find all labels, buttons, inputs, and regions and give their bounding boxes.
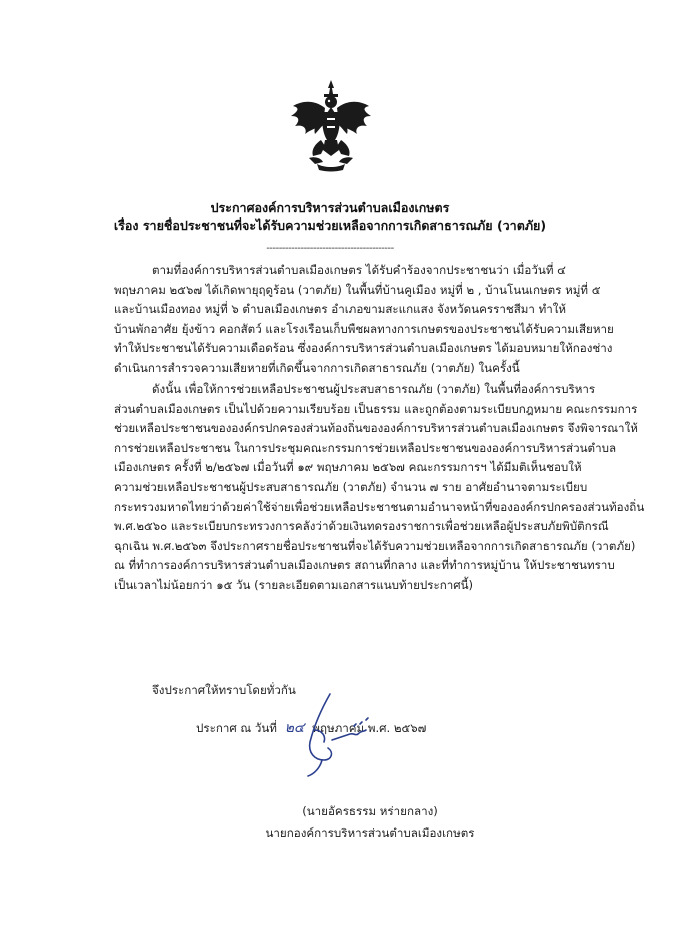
paragraph-line: และบ้านเมืองทอง หมู่ที่ ๖ ตำบลเมืองเกษตร อำเภอขามสะแกแสง จังหวัดนครราชสีมา ทำให้	[114, 302, 567, 317]
paragraph-line: ณ ที่ทำการองค์การบริหารส่วนตำบลเมืองเกษตร สถานที่กลาง และที่ทำการหมู่บ้าน ให้ประชาชนทราบ	[114, 558, 615, 573]
paragraph-line: กระทรวงมหาดไทยว่าด้วยค่าใช้จ่ายเพื่อช่วยเหลือประชาชนตามอำนาจหน้าที่ขององค์กรปกครองส่วนท้องถิ่น	[114, 499, 645, 514]
paragraph-line: ความช่วยเหลือประชาชนผู้ประสบสาธารณภัย (วาตภัย) จำนวน ๗ ราย อาศัยอำนาจตามระเบียบ	[114, 479, 588, 494]
signer-name: (นายอัครธรรม หร่ายกลาง)	[302, 804, 438, 818]
paragraph-line: พฤษภาคม ๒๕๖๗ ได้เกิดพายุฤดูร้อน (วาตภัย) ในพื้นที่บ้านคูเมือง หมู่ที่ ๒ , บ้านโนนเกษตร หมู่ที่ ๕	[114, 282, 601, 297]
paragraph-line: ดำเนินการสำรวจความเสียหายที่เกิดขึ้นจากการเกิดสาธารณภัย (วาตภัย) ในครั้งนี้	[114, 360, 520, 375]
paragraph-line: บ้านพักอาศัย ยุ้งข้าว คอกสัตว์ และโรงเรือนเก็บพืชผลทางการเกษตรของประชาชนได้รับความเสียหาย	[114, 321, 614, 336]
paragraph-line: ส่วนตำบลเมืองเกษตร เป็นไปด้วยความเรียบร้อย เป็นธรรม และถูกต้องตามระเบียบกฎหมาย คณะกรรมการ	[114, 401, 638, 416]
date-day-handwritten: ๒๔	[284, 720, 305, 736]
paragraph-line: ทำให้ประชาชนได้รับความเดือดร้อน ซึ่งองค์การบริหารส่วนตำบลเมืองเกษตร ได้มอบหมายให้กองช่าง	[114, 341, 613, 356]
signer-position: นายกองค์การบริหารส่วนตำบลเมืองเกษตร	[265, 826, 475, 840]
paragraph-line: เมืองเกษตร ครั้งที่ ๒/๒๕๖๗ เมื่อวันที่ ๑๙ พฤษภาคม ๒๕๖๗ คณะกรรมการฯ ได้มีมติเห็นชอบให้	[114, 460, 582, 475]
paragraph-line: การช่วยเหลือประชาชน ในการประชุมคณะกรรมการช่วยเหลือประชาชนขององค์การบริหารส่วนตำบล	[114, 440, 617, 455]
paragraph-line: เป็นเวลาไม่น้อยกว่า ๑๕ วัน (รายละเอียดตามเอกสารแนบท้ายประกาศนี้)	[114, 577, 474, 592]
paragraph-line: พ.ศ.๒๕๖๐ และระเบียบกระทรวงการคลังว่าด้วยเงินทดรองราชการเพื่อช่วยเหลือผู้ประสบภัยพิบัติกรณี	[114, 519, 609, 534]
paragraph-background	[114, 261, 614, 379]
paragraph-decision	[114, 380, 645, 596]
paragraph-line: ช่วยเหลือประชาชนขององค์กรปกครองส่วนท้องถิ่นขององค์การบริหารส่วนตำบลเมืองเกษตร จึงพิจารณาให้	[114, 421, 638, 436]
date-prefix: ประกาศ ณ วันที่	[196, 721, 277, 735]
announcement-subject: เรื่อง รายชื่อประชาชนที่จะได้รับความช่วยเหลือจากการเกิดสาธารณภัย (วาตภัย)	[113, 218, 547, 233]
closing-statement: จึงประกาศให้ทราบโดยทั่วกัน	[152, 683, 296, 697]
paragraph-line: ดังนั้น เพื่อให้การช่วยเหลือประชาชนผู้ประสบสาธารณภัย (วาตภัย) ในพื้นที่องค์การบริหาร	[152, 382, 596, 396]
paragraph-line: ฉุกเฉิน พ.ศ.๒๕๖๓ จึงประกาศรายชื่อประชาชนที่จะได้รับความช่วยเหลือจากการเกิดสาธารณภัย (วาตภัย)	[114, 538, 636, 553]
title-divider: -----------------------------------------	[266, 243, 394, 254]
garuda-emblem-icon	[287, 78, 375, 174]
announcement-title: ประกาศองค์การบริหารส่วนตำบลเมืองเกษตร	[210, 200, 450, 215]
paragraph-line: ตามที่องค์การบริหารส่วนตำบลเมืองเกษตร ได้รับคำร้องจากประชาชนว่า เมื่อวันที่ ๔	[152, 263, 566, 277]
date-month-year: พฤษภาคม พ.ศ. ๒๕๖๗	[312, 721, 427, 735]
handwritten-signature-icon	[292, 690, 382, 780]
